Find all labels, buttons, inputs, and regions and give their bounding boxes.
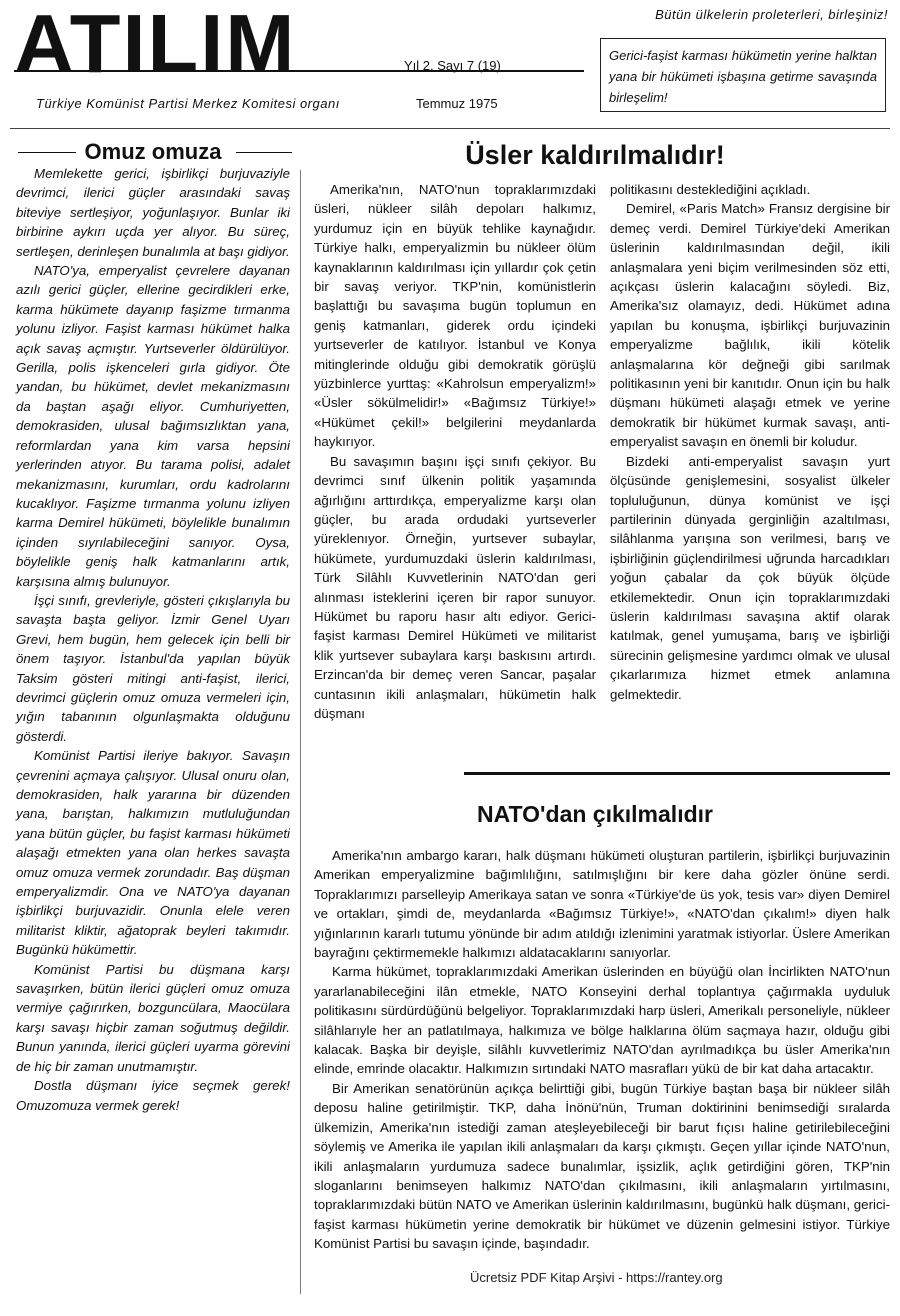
paragraph: NATO'ya, emperyalist çevrelere dayanan azılı gerici güçler, ellerine gecirdikleri erke, karma hükümete dayanıp faşizme tırmanma yolunu izliyor. Faşist karması hükümet halka açık savaş açmıştır. Yurtseverler öldürülüyor. Gerilla, polis işkenceleri gırla gidiyor. Öte yandan, bu hükümet, devlet mekanizmasını da baştan aşağı eliyor. Cumhuriyetten, demokrasiden, ulusal bağımsızlıktan yana, reformlardan yana kim varsa hepsini yerlerinden atıyor. Bu tarama polisi, adalet mekanizmasını, kurumları, ordu kadrolarını kucaklıyor. Faşizme tırmanma yolunu izliyen karma Demirel hükümeti, böylelikle bunalımın içinden sıyrılabileceğini sanıyor. Oysa, böylelikle geniş halk katmanlarını artık, karşısına almış bulunuyor. xyxy=(16,263,290,589)
left-article-title: Omuz omuza xyxy=(84,139,222,164)
main-article-column-2 xyxy=(610,180,890,704)
callout-box xyxy=(600,38,886,112)
nato-article-body xyxy=(314,846,890,1254)
paragraph: Dostla düşmanı iyice seçmek gerek! Omuzomuza vermek gerek! xyxy=(16,1078,290,1113)
paragraph: Komünist Partisi ileriye bakıyor. Savaşın çevrenini açmaya çalışıyor. Ulusal onuru olan, demokrasiden, halk yararına bir düzenden yana, barıştan, halkımızın mutluluğundan yana bütün güçler, bu faşist karması hükümeti alaşağı etmekten yana olan herkes savaşta omuz omuza vermek zorundadır. Baş düşman emperyalizmdir. Ona ve NATO'ya dayanan işbirlikçi burjuvazidir. Onunla elele veren militarist kliktir, ağatoprak beyleri takımıdır. Bugünkü hükümettir. xyxy=(16,748,290,958)
paragraph: Bu savaşımın başını işçi sınıfı çekiyor. Bu devrimci sınıf ülkenin politik yaşamında ağırlığını arttırdıkça, emperyalizme karşı olan güçler, bu arada ordudaki yurtseverler yüreklenıyor. Örneğin, yurtsever subaylar, hükümete, yurdumuzdaki üslerin kaldırılması, Türk Silâhlı Kuvvetlerinin NATO'dan geri alınması isteklerini içeren bir rapor sunuyor. Hükümet bu raporu hasır altı ediyor. Gerici-faşist karması Demirel Hükümeti ve militarist klik yurtsever subaylara karşı baskısını artırdı. Erzincan'da bir demeç veren Sancar, paşalar cuntasının ikili anlaşmaları, hükümetin halk düşmanı xyxy=(314,453,596,721)
section-rule xyxy=(464,772,890,775)
nato-article-title: NATO'dan çıkılmalıdır xyxy=(477,801,713,827)
paragraph: Demirel, «Paris Match» Fransız dergisine bir demeç verdi. Demirel Türkiye'deki Amerikan üslerinin kaldırılmasından değil, ikili anlaşmalara yeni biçim verilmesinden söz etti, açıkçası üslerin kalacağını söyledi. Biz, Amerika'sız olamayız, dedi. Hükümet adına yapılan bu konuşma, işbirlikçi burjuvazinin emperyalizme bağlılık, ikili kötelik anlaşmalarına kör değneği gibi sarılmak politikasının yeni bir kanıtıdır. Onun için bu halk düşmanı hükümeti alaşağı etmek ve yerine demokratik bir hükümet kurmak savaşı, anti-emperyalist savaşın en önemli bir koludur. xyxy=(610,201,890,450)
paragraph: Amerika'nın ambargo kararı, halk düşmanı hükümeti oluşturan partilerin, işbirlikçi burjuvazinin Amerikan emperyalizmine bağımlılığını, satılmışlığını bir kere daha gözler önüne serdi. Topraklarımızı parselleyip Amerikaya satan ve sonra «Türkiye'de üs yok, tesis var» diyen Demirel ve ortakları, şimdi de, meydanlarda «Bağımsız Türkiye!», «NATO'dan çıkalım!» diyen halk yığınlarının kararlı tutumu yönünde bir adım atıldığı izlenimini yaratmak istiyorlar. Üslere Amerikan bayrağını çektirmemekle halkımızı aldatacaklarını sanıyorlar. xyxy=(314,848,890,961)
main-article-column-1 xyxy=(314,180,596,723)
organ-subtitle: Türkiye Komünist Partisi Merkez Komitesi organı xyxy=(36,96,340,111)
paragraph: Memlekette gerici, işbirlikçi burjuvaziyle devrimci, ilerici güçler arasındaki savaş biteviye sertleşiyor, yoğunlaşıyor. Bunlar iki birbirine aykırı uçda yer alıyor. Bu süreç, sertleşen, derinleşen bunalımla at başı gidiyor. xyxy=(16,166,290,259)
paragraph: Komünist Partisi bu düşmana karşı savaşırken, bütün ilerici güçleri omuz omuza vermiye çağırırken, bozguncülara, Maocülara karşı savaşı hiçbir zaman soğutmuş değildir. Bunun yanında, ilerici güçleri uyarma görevini de hiç bir zaman unutmamıştır. xyxy=(16,961,290,1074)
paragraph: politikasını desteklediğini açıkladı. xyxy=(610,182,811,197)
callout-text: Gerici-faşist karması hükümetin yerine halktan yana bir hükümeti işbaşına getirme savaşında birleşelim! xyxy=(609,48,877,105)
column-divider xyxy=(300,170,301,1294)
issue-date: Temmuz 1975 xyxy=(416,96,498,111)
left-article-body xyxy=(16,164,290,1115)
paragraph: Amerika'nın, NATO'nun topraklarımızdaki üsleri, nükleer silâh depoları halkımız, yurdumuz için en büyük tehlike kaynağıdır. Türkiye halkı, emperyalizmin bu nükleer ölüm kaynaklarının kaldırılması için yıllardır çok çetin bir savaş veriyor. TKP'nin, komünistlerin başlattığı bu savaşıma bugün toplumun en geniş katmanları, giderek ordu içindeki yurtseverler de katılıyor. İstanbul ve Konya mitinglerinde olduğu gibi demokratik görüşlü yüzbinlerce yurttaş: «Kahrolsun emperyalizm!» «Üsler sökülmelidir!» «Bağımsız Türkiye!» «Hükümet çekil!» belgilerini meydanlarda haykırıyor. xyxy=(314,182,596,450)
header-rule xyxy=(10,128,890,129)
main-article-title: Üsler kaldırılmalıdır! xyxy=(465,140,725,170)
masthead-title: ATILIM xyxy=(14,0,297,90)
paragraph: Bir Amerikan senatörünün açıkça belirttiği gibi, bugün Türkiye baştan başa bir nükleer silâh deposu haline getirilmiştir. TKP, daha İnönü'nün, Truman doktirinini benimsediği sıralarda ülkemizin, Amerika'nın istediği zaman ateşleyebileceği bir barut fıçısı haline getirilebileceğini söylemiş ve Amerika ile yapılan ikili anlaşmaları da karşı çıkmıştı. Geçen yıllar içinde NATO'nun, ikili anlaşmaların yurdumuza sadece bunalımlar, işsizlik, açlık getirdiğini gören, TKP'nin sloganlarını benimseyen halkımız NATO'dan çıkılmasını, ikili anlaşmaların yırtılmasını, topraklarımızdaki bütün NATO ve Amerikan üslerinin kaldırılmasını, bugünkü halk düşmanı, gerici-faşist karması hükümetin yerine demokratik bir hükümet ve düzenin gelmesini istiyor. Türkiye Komünist Partisi bu savaşın içinde, başındadır. xyxy=(314,1080,890,1252)
paragraph: Bizdeki anti-emperyalist savaşın yurt ölçüsünde genişlemesini, sosyalist ülkeler topluluğunun, dünya komünist ve işçi partilerinin dünyada gerginliğin azaltılması, silâhlanma yarışına son verilmesi, barış ve işbirliğinin güçlendirilmesi uğrunda harcadıkları yoğun çabalar da çok büyük ölçüde etkilemektedir. Onun için topraklarımızdaki üslerin kaldırılması savaşına aktif olarak katılmak, genel yumuşama, barış ve işbirliği sürecinin gelişmesine yardımcı olmak ve ulusal çıkarlarımıza hizmet etmek anlamına gelmektedir. xyxy=(610,453,890,702)
paragraph: İşçi sınıfı, grevleriyle, gösteri çıkışlarıyla bu savaşta başta geliyor. İzmir Genel Uyarı Grevi, hem bugün, hem gelecek için belli bir önem taşıyor. İstanbul'da yapılan büyük Taksim gösteri mitingi anti-faşist, ilerici, devrimci güçlerin omuz omuza vermeleri için, yığın tabanının olgunlaşmakta olduğunu gösterdi. xyxy=(16,592,290,744)
paragraph: Karma hükümet, topraklarımızdaki Amerikan üslerinden en büyüğü olan İncirlikten NATO'nun yararlanabileceğini ilân etmekle, NATO Konseyini derhal toplantıya çağırmakla uyduluk politikasını sürdürdüğünü belgeliyor. Topraklarımızdaki harp üsleri, Amerikalı personeliyle, nükleer silâhlarıyle her an patlatılmaya, halkımıza ve bölge halklarına ölüm saçmaya hazır, olduğu gibi kalacak. Başka bir deyişle, silâhlı kuvvetlerimiz NATO'dan ayrılmadıkça bu üsler Amerika'nın elinde, emrinde olacaktır. Halkımızın sırtındaki NATO masrafları yükü de bir kat daha artacaktır. xyxy=(314,964,890,1077)
top-slogan: Bütün ülkelerin proleterleri, birleşiniz! xyxy=(655,7,888,22)
issue-number: Yıl 2, Sayı 7 (19) xyxy=(404,58,501,73)
watermark-link[interactable]: Ücretsiz PDF Kitap Arşivi - https://rantey.org xyxy=(470,1270,723,1285)
